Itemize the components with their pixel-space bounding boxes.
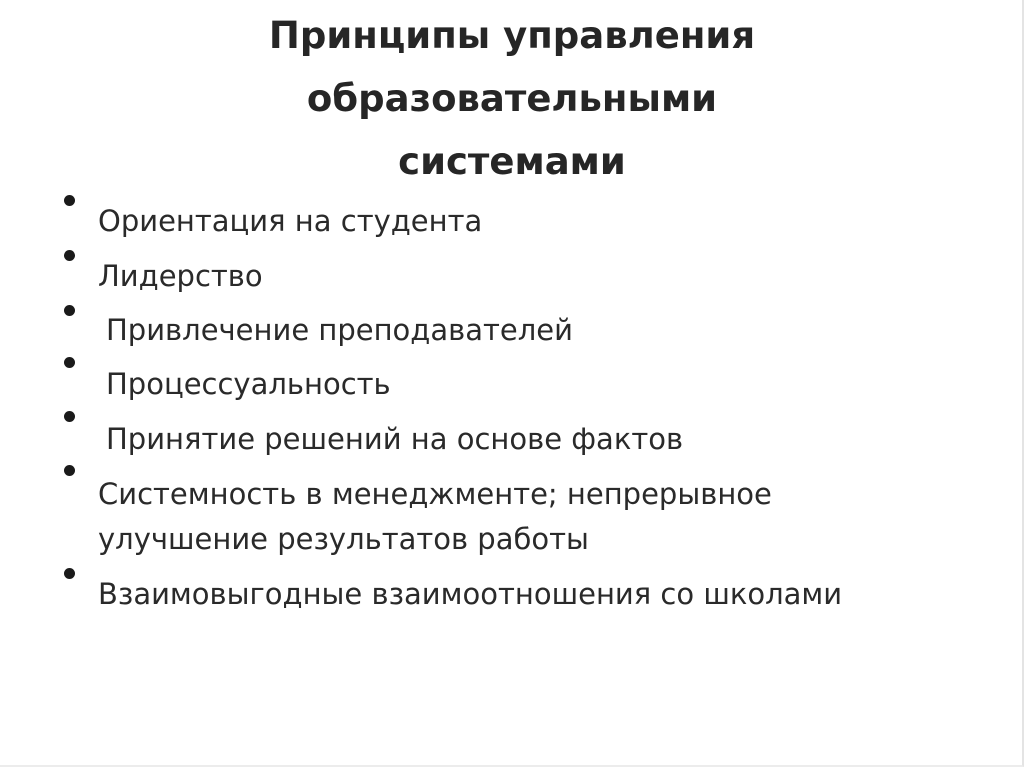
bullet-icon (64, 465, 75, 476)
list-item-text: Ориентация на студента (98, 204, 483, 238)
list-item (106, 308, 573, 353)
list-item (98, 254, 263, 299)
bullet-icon (64, 195, 75, 206)
list-item-text: Лидерство (98, 259, 263, 293)
list-item-text: Системность в менеджменте; непрерывное (98, 477, 772, 511)
list-item-text: Привлечение преподавателей (106, 313, 573, 347)
bullet-icon (64, 411, 75, 422)
title-line: Принципы управления (268, 14, 756, 57)
list-item-text: улучшение результатов работы (98, 522, 589, 556)
title-line: образовательными (306, 77, 718, 120)
list-item-text: Взаимовыгодные взаимоотношения со школами (98, 577, 843, 611)
bullet-icon (64, 568, 75, 579)
list-item (98, 199, 482, 244)
list-item (98, 572, 842, 617)
list-item-text: Принятие решений на основе фактов (106, 422, 684, 456)
bullet-icon (64, 250, 75, 261)
list-item (106, 362, 391, 407)
bullet-icon (64, 357, 75, 368)
list-item-text: Процессуальность (106, 367, 391, 401)
bullet-icon (64, 305, 75, 316)
slide-title (0, 4, 1024, 193)
title-line: системами (398, 140, 626, 183)
list-item (98, 472, 772, 562)
list-item (106, 417, 683, 462)
